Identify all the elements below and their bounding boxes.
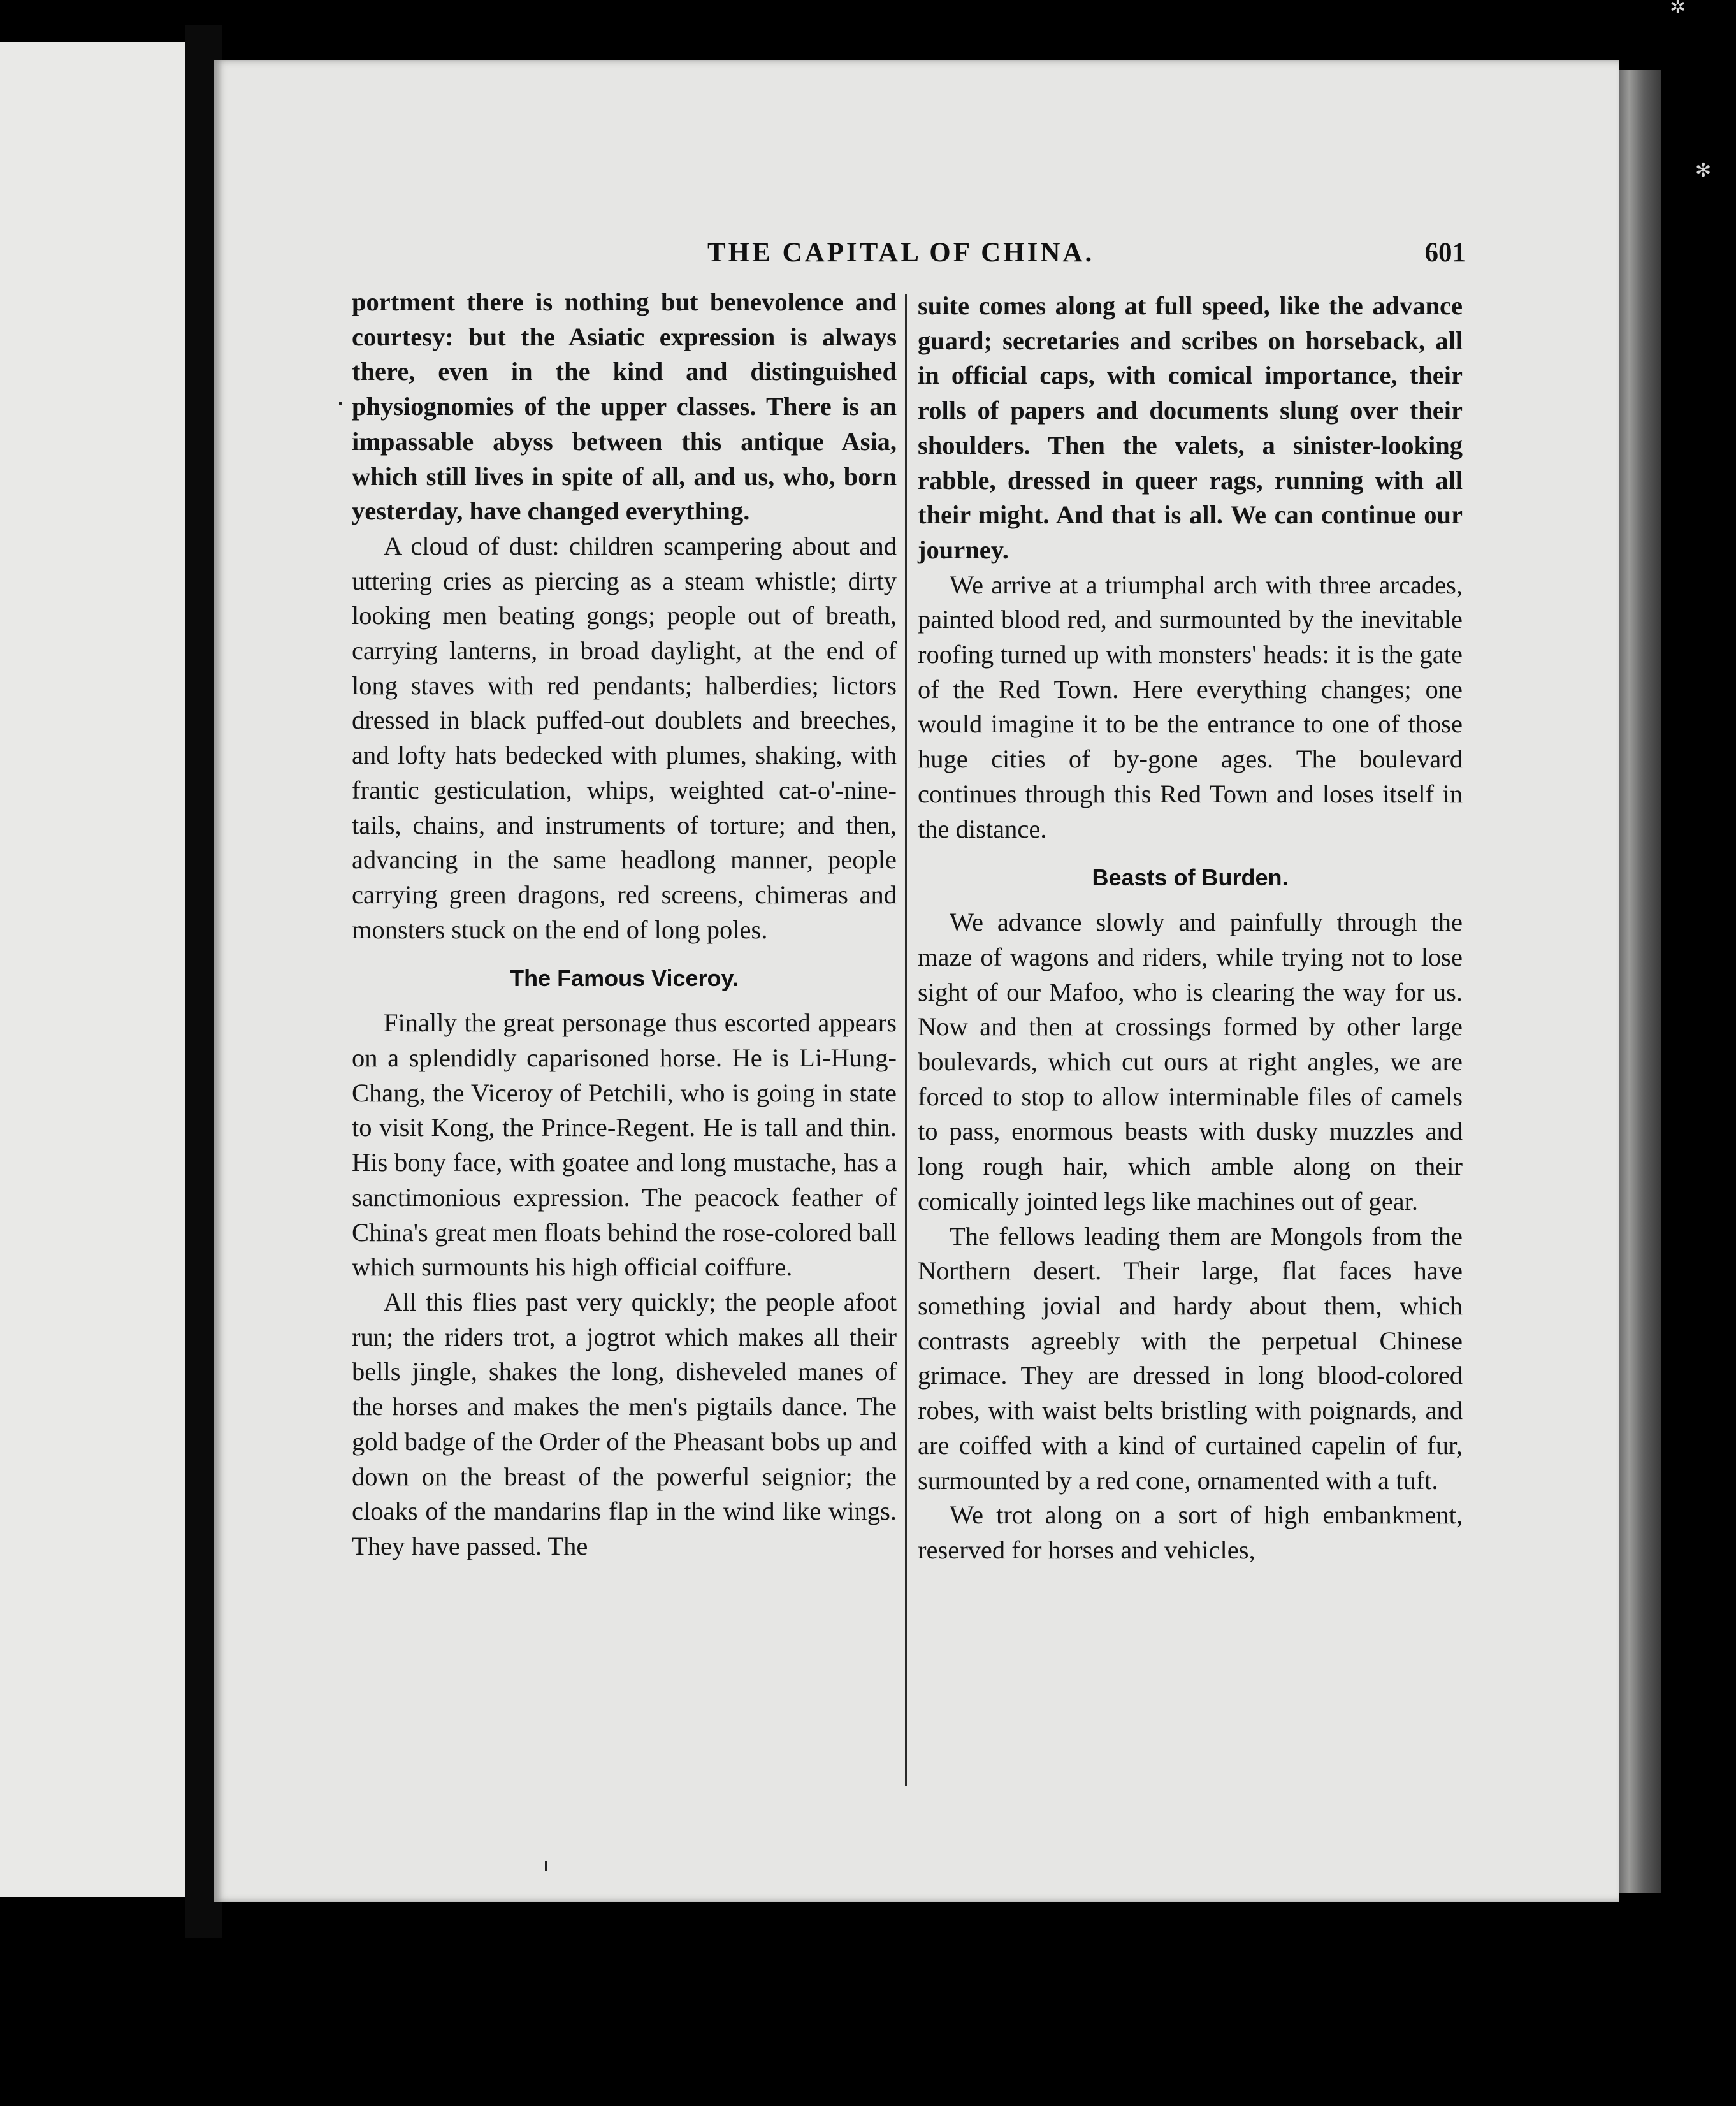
column-divider (905, 294, 907, 1786)
page-header (707, 237, 1466, 275)
running-title: THE CAPITAL OF CHINA. (707, 238, 1095, 268)
paragraph: We advance slowly and painfully through the maze of wagons and riders, while trying not to lose sight of our Mafoo, who is clearing the way for us. Now and then at crossings formed by other large boulevards, which cut ours at right angles, we are forced to stop to allow interminable files of camels to pass, enormous beasts with dusky muzzles and long rough hair, which amble along on their comically jointed legs like machines out of gear. (918, 908, 1463, 1216)
print-mark (339, 402, 342, 405)
paragraph: portment there is nothing but benevolence and courtesy: but the Asiatic expression is always there, even in the kind and distinguished physiognomies of the upper classes. There is an impassable abyss between this antique Asia, which still lives in spite of all, and us, who, born yesterday, have changed everything. (352, 287, 897, 526)
paragraph: Finally the great personage thus escorted appears on a splendidly caparisoned horse. He is Li-Hung-Chang, the Viceroy of Petchili, who is going in state to visit Kong, the Prince-Regent. He is tall and thin. His bony face, with goatee and long mustache, has a sanctimonious expression. The peacock feather of China's great men floats behind the rose-colored ball which surmounts his high official coiffure. (352, 1008, 897, 1282)
print-mark (545, 1861, 547, 1871)
page-number: 601 (1424, 238, 1466, 268)
scan-speck: ✻ (1695, 159, 1712, 182)
paragraph: The fellows leading them are Mongols from the Northern desert. Their large, flat faces have something jovial and hardy about them, which contrasts agreebly with the perpetual Chinese grimace. They are dressed in long blood-colored robes, with waist belts bristling with poignards, and are coiffed with a kind of curtained capelin of fur, surmounted by a red cone, ornamented with a tuft. (918, 1221, 1463, 1495)
paragraph: A cloud of dust: children scampering about and uttering cries as piercing as a steam whistle; dirty looking men beating gongs; people out of breath, carrying lanterns, in broad daylight, at the end of long staves with red pendants; halberdies; lictors dressed in black puffed-out doublets and breeches, and lofty hats bedecked with plumes, shaking, with frantic gesticulation, whips, weighted cat-o'-nine-tails, chains, and instruments of torture; and then, advancing in the same headlong manner, people carrying green dragons, red screens, chimeras and monsters stuck on the end of long poles. (352, 531, 897, 944)
section-heading: The Famous Viceroy. (510, 965, 739, 992)
paragraph: We arrive at a triumphal arch with three arcades, painted blood red, and surmounted by the inevitable roofing turned up with monsters' heads: it is the gate of the Red Town. Here everything changes; one would imagine it to be the entrance to one of those huge cities of by-gone ages. The boulevard continues through this Red Town and loses itself in the distance. (918, 570, 1463, 843)
paragraph: suite comes along at full speed, like the advance guard; secretaries and scribes on horseback, all in official caps, with comical importance, their rolls of papers and documents slung over their shoulders. Then the valets, a sinister-looking rabble, dressed in queer rags, running with all their might. And that is all. We can continue our journey. (918, 291, 1463, 564)
section-heading: Beasts of Burden. (1092, 864, 1289, 891)
left-column (352, 285, 897, 1564)
page-edge (1619, 70, 1661, 1893)
paragraph: We trot along on a sort of high embankment, reserved for horses and vehicles, (918, 1500, 1463, 1564)
scan-speck: ✲ (1670, 0, 1686, 18)
right-column (918, 289, 1463, 1568)
paragraph: All this flies past very quickly; the people afoot run; the riders trot, a jogtrot which makes all their bells jingle, shakes the long, disheveled manes of the horses and makes the men's pigtails dance. The gold badge of the Order of the Pheasant bobs up and down on the breast of the powerful seignior; the cloaks of the mandarins flap in the wind like wings. They have passed. The (352, 1287, 897, 1560)
left-page-fragment (0, 42, 185, 1897)
